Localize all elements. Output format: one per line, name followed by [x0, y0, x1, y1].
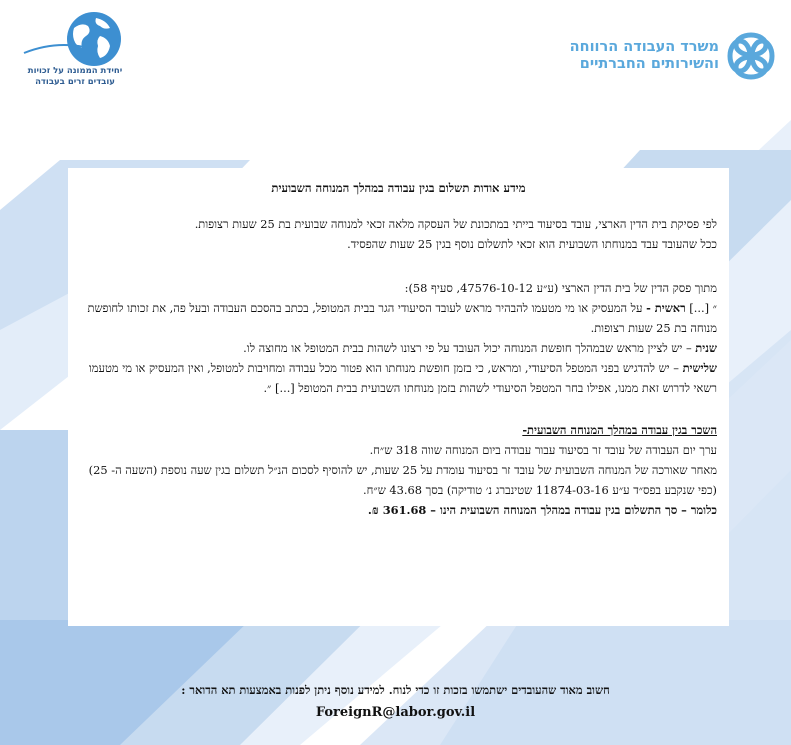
footer-email-link[interactable]: ForeignR@labor.gov.il: [315, 705, 476, 720]
left-logo: [10, 8, 140, 108]
quote-third: [80, 358, 717, 398]
quote-second-text: – יש לציין מראש שבמהלך חופשת המנוחה יכול העובד על פי רצונו לשהות בבית המטופל או מחוצה לו.: [243, 341, 696, 355]
document-title: מידע אודות תשלום בגין עבודה במהלך המנוחה השבועית: [271, 181, 526, 195]
ministry-name-line2: והשירותים החברתיים: [579, 56, 719, 72]
ruling-paragraph: לפי פסיקת בית הדין הארצי, עובד בסיעוד בייתי במתכונת של העסקה מלאה זכאי למנוחה שבועית בת 25 שעות רצופות.: [194, 217, 717, 231]
quote-second-label: שנית: [695, 341, 717, 355]
pay-heading: השכר בגין עבודה במהלך המנוחה השבועית-: [522, 423, 717, 437]
pay-daily-rate: ערך יום העבודה של עובד זר בסיעוד עבור עבודה ביום המנוחה שווה 318 ש״ח.: [369, 443, 717, 457]
ministry-emblem-icon: [725, 30, 777, 82]
info-card: [68, 168, 729, 626]
quote-first-text: על המעסיק או מי מטעמו להבהיר מראש לעובד הסיעודי הגר בבית המטופל, בכתב בהסכם העבודה ובעל פה, את זכותו לחופשת מנוחה בת 25 שעות רצופות.: [87, 301, 717, 335]
entitlement-paragraph: ככל שהעובד עבד במנוחתו השבועית הוא זכאי לתשלום נוסף בגין 25 שעות שהפסיד.: [347, 237, 717, 251]
quote-third-label: שלישית: [682, 361, 717, 375]
ministry-name-line1: משרד העבודה הרווחה: [569, 39, 719, 55]
ministry-logo: [527, 30, 777, 90]
left-logo-caption-line1: יחידת הממונה על זכויות: [27, 66, 123, 76]
quote-first-label: ראשית -: [646, 301, 686, 315]
quote-third-text: – יש להדגיש בפני המטפל הסיעודי, ומראש, כי בזמן חופשת מנוחתו הוא פטור מכל עבודה ומחויבות למטופל, ואין המעסיק או מי מטעמו רשאי לדרוש זאת ממנו, אפילו בחר המטפל הסיעודי לשהות בזמן מנוחתו השבועית בבית המטופל [...] ״.: [88, 361, 717, 395]
pay-summary: כלומר – סך התשלום בגין עבודה במהלך המנוחה השבועית הינו – 361.68 ₪.: [367, 503, 717, 517]
pay-extra-hour: מאחר שאורכה של המנוחה השבועית של עובד זר בסיעוד עומדת על 25 שעות, יש להוסיף לסכום הנ״ל תשלום בגין שעה נוספת (השעה ה- 25) (כפי שנקבע בפס״ד ע״ע 11874-03-16 שטינברג נ׳ טודיקה) בסך 43.68 ש״ח.: [88, 463, 717, 497]
quote-intro: מתוך פסק הדין של בית הדין הארצי (ע״ע 47576-10-12, סעיף 58):: [404, 281, 717, 295]
quote-open: ״ [...]: [685, 301, 717, 315]
quote-second: [80, 338, 717, 358]
quote-first: [80, 298, 717, 338]
globe-icon: [10, 8, 140, 70]
left-logo-caption-line2: עובדים זרים בעבודה: [35, 77, 115, 87]
footer-notice: חשוב מאוד שהעובדים ישתמשו בזכות זו כדי לנוח. למידע נוסף ניתן לפנות באמצעות תא הדואר :: [181, 683, 610, 697]
